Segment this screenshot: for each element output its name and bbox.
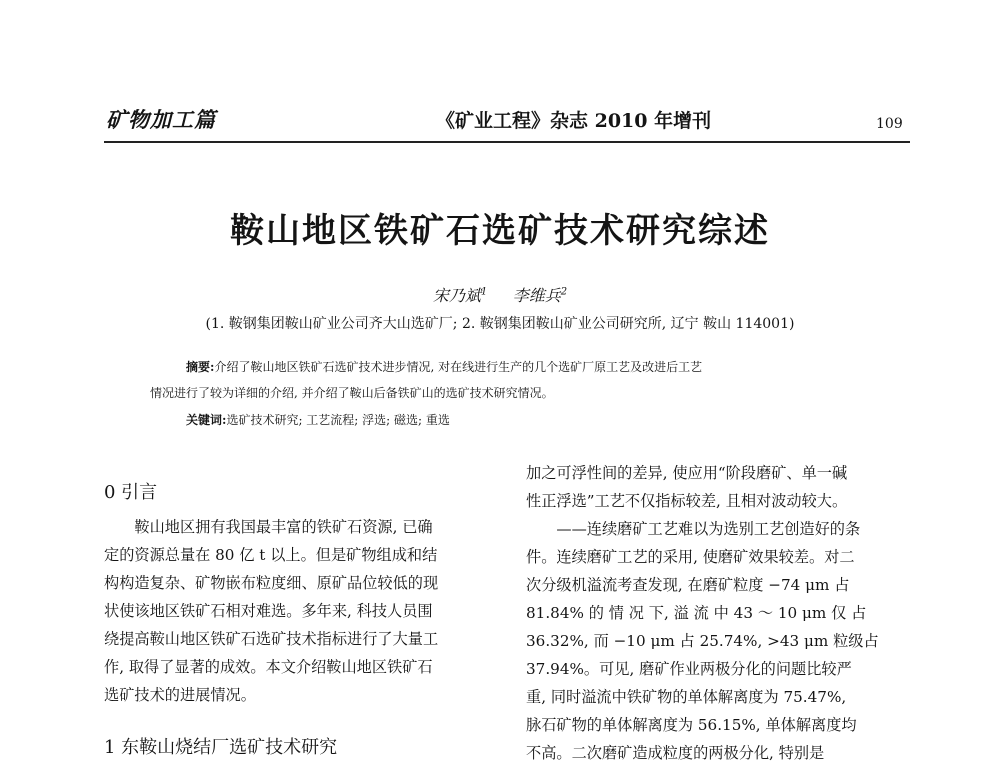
paper-title: 鞍山地区铁矿石选矿技术研究综述	[230, 211, 770, 251]
keywords-text: 选矿技术研究; 工艺流程; 浮选; 磁选; 重选	[226, 413, 450, 427]
text-line: ——连续磨矿工艺难以为选别工艺创造好的条	[526, 520, 861, 538]
text-line: 37.94%。可见, 磨矿作业两极分化的问题比较严	[526, 660, 852, 678]
text-line: 不高。二次磨矿造成粒度的两极分化, 特别是	[526, 744, 825, 762]
text-line: 81.84% 的 情 况 下, 溢 流 中 43 ～ 10 μm 仅 占	[526, 604, 867, 622]
text-line: 绕提高鞍山地区铁矿石选矿技术指标进行了大量工	[104, 630, 439, 648]
running-header-journal: 《矿业工程》杂志 2010 年增刊	[436, 110, 712, 132]
author-affil-mark: 2	[560, 286, 568, 298]
section-heading-intro: 0 引言	[104, 482, 158, 503]
header-rule	[104, 141, 910, 143]
page-number: 109	[876, 116, 903, 132]
abstract-label: 摘要:	[186, 360, 215, 374]
author-name: 宋乃斌	[432, 286, 481, 305]
abstract-line-2: 情况进行了较为详细的介绍, 并介绍了鞍山后备铁矿山的选矿技术研究情况。	[150, 386, 554, 400]
text-line: 脉石矿物的单体解离度为 56.15%, 单体解离度均	[526, 716, 857, 734]
text-line: 选矿技术的进展情况。	[104, 686, 256, 704]
text-line: 件。连续磨矿工艺的采用, 使磨矿效果较差。对二	[526, 548, 855, 566]
keywords-label: 关键词:	[186, 413, 227, 427]
text-line: 重, 同时溢流中铁矿物的单体解离度为 75.47%,	[526, 688, 847, 706]
author-affil-mark: 1	[480, 286, 488, 298]
right-column-text	[526, 459, 912, 767]
running-header-section: 矿物加工篇	[106, 107, 216, 132]
section-heading-1: 1 东鞍山烧结厂选矿技术研究	[104, 737, 338, 758]
text-line: 36.32%, 而 −10 μm 占 25.74%, >43 μm 粒级占	[526, 632, 879, 650]
text-line: 构构造复杂、矿物嵌布粒度细、原矿品位较低的现	[104, 574, 439, 592]
text-line: 状使该地区铁矿石相对难选。多年来, 科技人员围	[104, 602, 433, 620]
text-line: 作, 取得了显著的成效。本文介绍鞍山地区铁矿石	[104, 658, 433, 676]
abstract-text: 介绍了鞍山地区铁矿石选矿技术进步情况, 对在线进行生产的几个选矿厂原工艺及改进后工艺	[214, 360, 703, 374]
affiliations: (1. 鞍钢集团鞍山矿业公司齐大山选矿厂; 2. 鞍钢集团鞍山矿业公司研究所, 辽宁 鞍山 114001)	[205, 316, 795, 332]
text-line: 性正浮选”工艺不仅指标较差, 且相对波动较大。	[526, 492, 848, 510]
author-line	[0, 283, 1000, 306]
text-line: 次分级机溢流考查发现, 在磨矿粒度 −74 μm 占	[526, 576, 850, 594]
left-column-text	[104, 513, 492, 709]
abstract-line-1	[186, 358, 702, 376]
text-line: 加之可浮性间的差异, 使应用“阶段磨矿、单一碱	[526, 464, 848, 482]
author-name: 李维兵	[512, 286, 561, 305]
text-line: 定的资源总量在 80 亿 t 以上。但是矿物组成和结	[104, 546, 438, 564]
keywords-line	[186, 411, 450, 429]
text-line: 鞍山地区拥有我国最丰富的铁矿石资源, 已确	[104, 518, 433, 536]
